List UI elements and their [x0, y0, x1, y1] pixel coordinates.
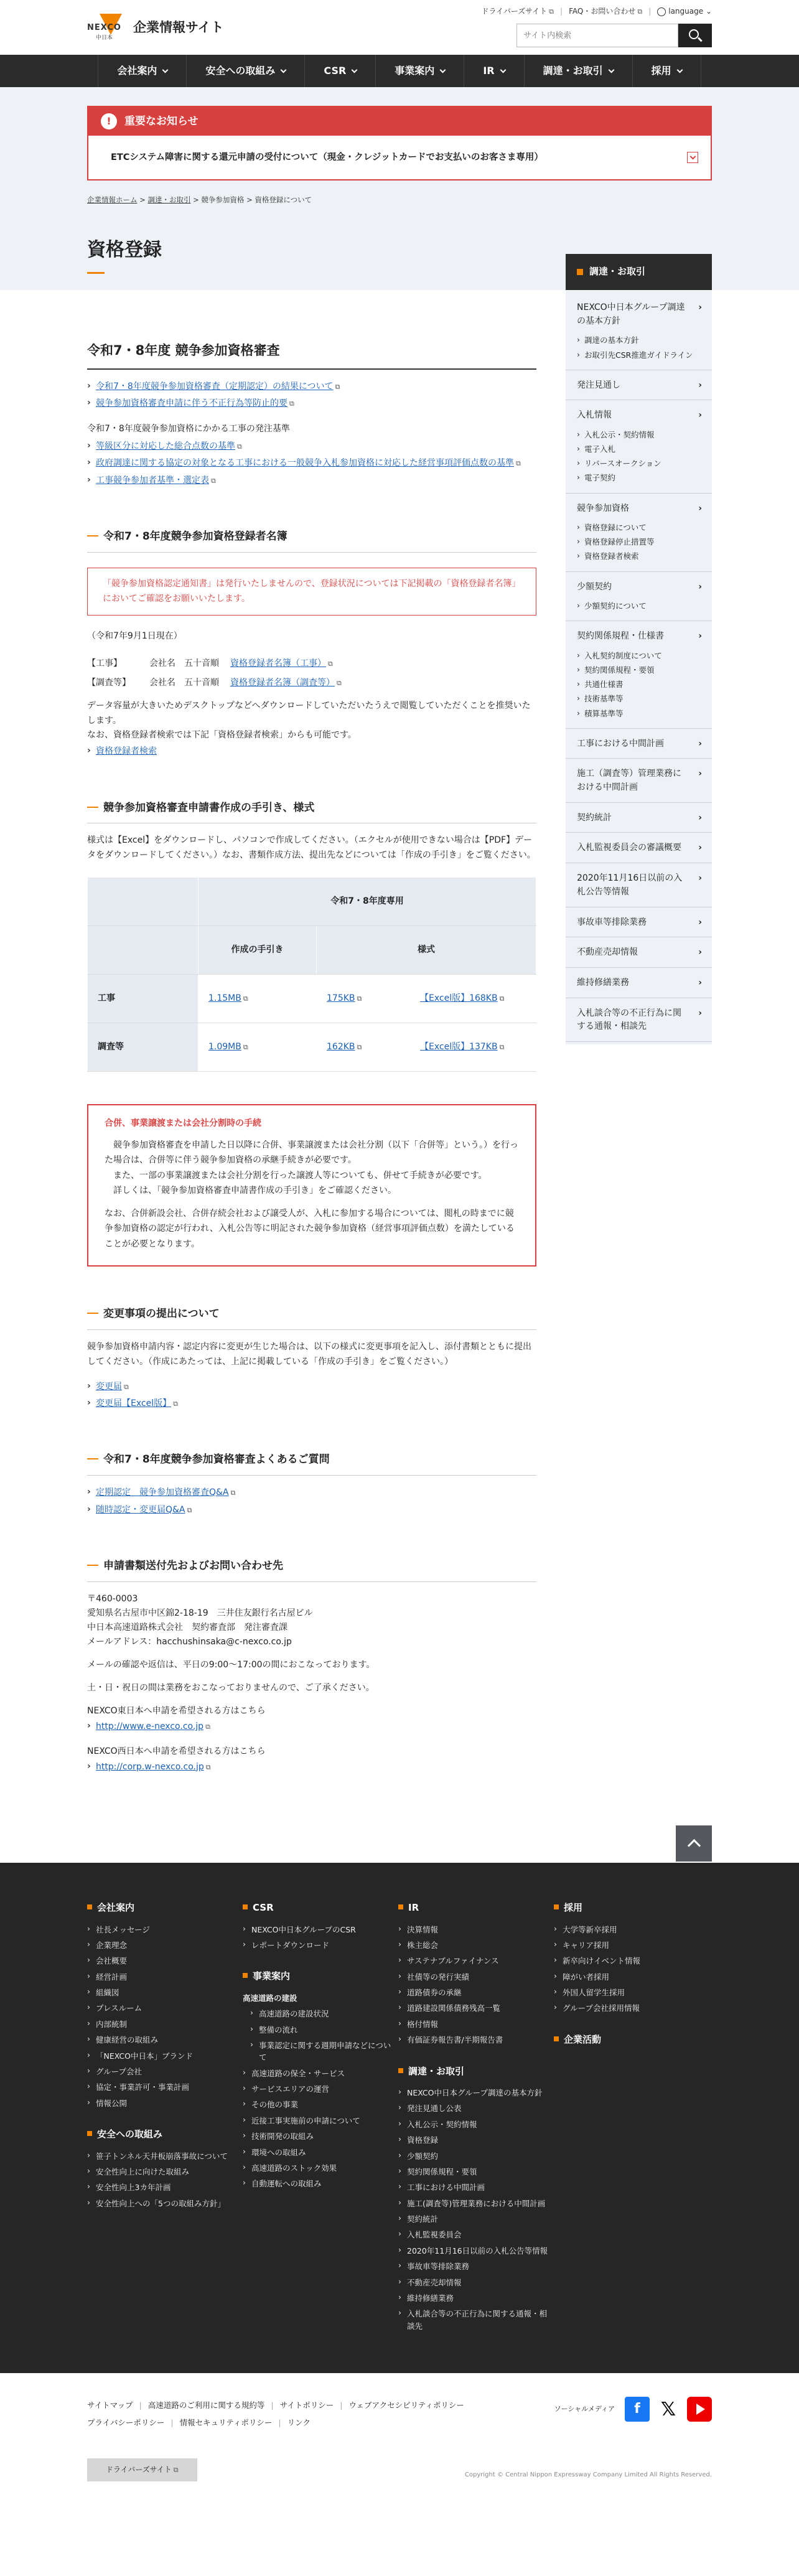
nexco-logo-icon	[87, 12, 126, 44]
footer-bottom-link[interactable]: サイトポリシー	[279, 2400, 334, 2410]
footer-col-company	[87, 1900, 243, 2336]
footer-link[interactable]: › 整備の流れ	[243, 2024, 398, 2036]
faq-link[interactable]: FAQ・お問い合わせ ⧉	[569, 5, 642, 18]
footer-link[interactable]: › キャリア採用	[554, 1939, 709, 1951]
side-menu-item[interactable]: 事故車等排除業務 ›	[577, 916, 701, 930]
footer-col-ir	[398, 1900, 554, 2336]
facebook-icon[interactable]: f	[625, 2397, 650, 2422]
site-search	[516, 24, 712, 47]
side-menu-group	[566, 621, 712, 728]
registry-heading: 令和7・8年度競争参加資格登録者名簿	[87, 528, 536, 553]
footer-link[interactable]: › 笹子トンネル天井板崩落事故について	[87, 2150, 243, 2162]
footer-link[interactable]: › 少額契約	[398, 2150, 554, 2162]
breadcrumb: 企業情報ホーム > 調達・お取引 > 競争参加資格 > 資格登録について	[87, 195, 312, 204]
registry-note: データ容量が大きいためデスクトップなどへダウンロードしていただいたうえで閲覧していただくことを推奨いたします。	[87, 700, 531, 726]
footer-link[interactable]: › 協定・事業許可・事業計画	[87, 2081, 243, 2093]
list-item	[87, 378, 536, 395]
side-menu-subitem[interactable]: › 積算基準等	[577, 706, 701, 721]
side-menu-group	[566, 863, 712, 907]
footer-link[interactable]: › グループ会社採用情報	[554, 2002, 709, 2014]
footer-link[interactable]: › 契約関係規程・要領	[398, 2166, 554, 2178]
footer-link[interactable]: › 道路建設関係債務残高一覧	[398, 2002, 554, 2014]
footer-link[interactable]: › 組織図	[87, 1987, 243, 1998]
footer-link[interactable]: › 施工(調査等)管理業務における中間計画	[398, 2198, 554, 2209]
footer-link[interactable]: › 不動産売却情報	[398, 2277, 554, 2288]
list-item	[87, 1395, 536, 1412]
side-menu-subitem[interactable]: › 調達の基本方針	[577, 333, 701, 347]
notice-item[interactable]	[88, 136, 711, 179]
table-row: 【調査等】 会社名 五十音順 資格登録者名簿（調査等） ⧉	[87, 673, 536, 693]
footer-link[interactable]: › 道路債券の承継	[398, 1987, 554, 1998]
nav-csr[interactable]: CSR	[304, 55, 375, 87]
site-name: 企業情報サイト	[133, 20, 224, 35]
forms-table	[87, 877, 536, 1072]
nav-recruit[interactable]: 採用	[632, 55, 701, 87]
side-menu-item[interactable]: 施工（調査等）管理業務における中間計画 ›	[577, 767, 701, 794]
footer-links: サイトマップ | 高速道路のご利用に関する規約等 | サイトポリシー | ウェブアクセシビリティポリシー プライバシーポリシー | 情報セキュリティポリシー | リンク	[87, 2400, 464, 2427]
registry-search-link[interactable]: 資格登録者検索	[96, 746, 157, 757]
gov-procurement-link[interactable]: 政府調達に関する協定の対象となる工事における一般競争入札参加資格に対応した経営事項評価点数の基準 ⧉	[96, 458, 521, 468]
change-form-excel-link[interactable]: 変更届【Excel版】 ⧉	[96, 1398, 178, 1408]
table-header-guide: 作成の手引き	[199, 926, 317, 975]
side-menu-group	[566, 494, 712, 572]
side-menu-group	[566, 572, 712, 622]
side-menu-head[interactable]: 調達・お取引	[566, 254, 712, 290]
side-menu-subitem[interactable]: › 資格登録停止措置等	[577, 535, 701, 549]
list-item	[87, 455, 536, 472]
footer-link[interactable]: › 外国人留学生採用	[554, 1987, 709, 1998]
chevron-down-icon	[608, 67, 614, 73]
list-item	[87, 1718, 536, 1735]
list-item	[87, 1379, 536, 1395]
notice-text: ETCシステム障害に関する還元申請の受付について（現金・クレジットカードでお支払いのお客さま専用）	[111, 152, 543, 162]
footer-col-csr	[243, 1900, 398, 2336]
footer-col-recruit	[554, 1900, 709, 2336]
side-menu-item[interactable]: 契約統計 ›	[577, 812, 701, 825]
footer-heading[interactable]: CSR	[243, 1900, 398, 1916]
footer-bottom-link[interactable]: リンク	[287, 2417, 311, 2427]
footer-link[interactable]: › 発注見通し公表	[398, 2102, 554, 2114]
grade-link[interactable]: 等級区分に対応した総合点数の基準 ⧉	[96, 441, 242, 451]
footer-link[interactable]: › 2020年11月16日以前の入札公告等情報	[398, 2245, 554, 2257]
footer-heading[interactable]: 事業案内	[243, 1969, 398, 1985]
chevron-down-icon	[352, 67, 358, 73]
footer-bottom-link[interactable]: 情報セキュリティポリシー	[179, 2417, 273, 2427]
side-menu-item[interactable]: 入札情報 ›	[577, 409, 701, 423]
site-header	[0, 0, 799, 55]
chevron-down-icon	[500, 67, 506, 73]
footer-heading[interactable]: 企業活動	[554, 2032, 709, 2048]
search-button[interactable]	[678, 24, 712, 47]
driver-site-button[interactable]: ドライバーズサイト ⧉	[87, 2458, 197, 2481]
side-menu-subitem[interactable]: › 入札契約制度について	[577, 649, 701, 663]
page-title: 資格登録	[87, 238, 162, 261]
footer-link[interactable]: › 入札談合等の不正行為に関する通報・相談先	[398, 2308, 554, 2332]
table-row	[88, 926, 536, 975]
side-menu-group	[566, 968, 712, 998]
side-menu-subitem[interactable]: › 資格登録者検索	[577, 549, 701, 563]
chevron-down-icon	[440, 67, 446, 73]
footer-bottom-link[interactable]: ウェブアクセシビリティポリシー	[348, 2400, 464, 2410]
notice-title: 重要なお知らせ	[124, 115, 199, 128]
logo-text: NEXCO	[87, 23, 121, 32]
selection-table-link[interactable]: 工事競争参加者基準・選定表 ⧉	[96, 475, 216, 485]
footer-link[interactable]: › 資格登録	[398, 2134, 554, 2146]
nav-ir[interactable]: IR	[464, 55, 523, 87]
nexco-east-link[interactable]: http://www.e-nexco.co.jp ⧉	[96, 1721, 210, 1731]
footer-link[interactable]: › 安全性向上3カ年計画	[87, 2181, 243, 2193]
list-item	[87, 1759, 536, 1776]
table-row: 工事 1.15MB ⧉ 175KB ⧉ 【Excel版】168KB ⧉	[88, 975, 536, 1023]
footer-bottom	[0, 2373, 799, 2500]
side-menu-subitem[interactable]: › 共通仕様書	[577, 677, 701, 691]
footer-link[interactable]: › 環境への取組み	[243, 2147, 398, 2158]
side-menu-group	[566, 293, 712, 370]
square-icon	[577, 269, 583, 275]
side-menu-subitem[interactable]: › 電子契約	[577, 471, 701, 485]
side-menu-group	[566, 400, 712, 493]
result-link[interactable]: 令和7・8年度競争参加資格審査（定期認定）の結果について ⧉	[96, 382, 340, 391]
side-menu-list	[566, 290, 712, 1044]
side-menu-subitem[interactable]: › 電子入札	[577, 442, 701, 456]
footer-link[interactable]: › 会社概要	[87, 1955, 243, 1967]
footer-link[interactable]: › 株主総会	[398, 1939, 554, 1951]
merger-notice: 合併、事業譲渡または会社分割時の手続 競争参加資格審査を申請した日以降に合併、事業譲渡または会社分割（以下「合併等」という。）を行った場合は、合併等に伴う競争参加資格の承継手続きが必要です。 また、一部の事業譲渡または会社分割を行った譲渡人等についても、併せて手続きが必要です。 詳しくは、「競争参加資格審査申請書作成の手引き」をご確認ください。 なお、合併新設会社、合併存続会社および譲受人が、入札に参加する場合については、閲札の時までに競争参加資格の認定が行われ、入札公告等に明記された競争参加資格（経営事項評価点数）を満たしていることが必要となります。	[87, 1104, 536, 1267]
form-pdf-construction-link[interactable]: 175KB ⧉	[327, 993, 362, 1003]
side-menu-group	[566, 370, 712, 401]
list-item	[87, 1502, 536, 1519]
footer-bottom-link[interactable]: サイトマップ	[87, 2400, 133, 2410]
footer-link[interactable]: › 近接工事実施前の申請について	[243, 2115, 398, 2127]
social-links	[554, 2397, 712, 2422]
nav-safety[interactable]: 安全への取組み	[186, 55, 304, 87]
change-text: 競争参加資格申請内容・認定内容に変更が生じた場合は、以下の様式に変更事項を記入し、添付書類とともに提出してください。（作成にあたっては、上記に掲載している「作成の手引き」をご覧ください。）	[87, 1342, 531, 1367]
side-menu-item[interactable]: 発注見通し ›	[577, 379, 701, 393]
footer-link[interactable]: › 情報公開	[87, 2097, 243, 2109]
social-label: ソーシャルメディア	[554, 2404, 615, 2413]
driver-site-link[interactable]: ドライバーズサイト ⧉	[481, 5, 554, 18]
language-label: language	[668, 7, 704, 16]
main-content	[87, 290, 536, 1801]
side-menu-item[interactable]: 工事における中間計画 ›	[577, 738, 701, 751]
footer-link[interactable]: › 有価証券報告書/半期報告書	[398, 2034, 554, 2046]
footer-link[interactable]: › 入札公示・契約情報	[398, 2119, 554, 2130]
side-menu-subitem[interactable]: › 入札公示・契約情報	[577, 428, 701, 442]
global-nav	[0, 55, 799, 87]
breadcrumb-home[interactable]: 企業情報ホーム	[87, 195, 138, 204]
footer-subheading: 高速道路の建設	[243, 1993, 297, 2003]
merger-title: 合併、事業譲渡または会社分割時の手続	[105, 1118, 261, 1129]
forms-text: 様式は【Excel】をダウンロードし、パソコンで作成してください。（エクセルが使用できない場合は【PDF】データをダウンロードしてください。）なお、書類作成方法、提出先などについては「作成の手引き」をご覧ください。	[87, 835, 536, 861]
side-menu-subitem[interactable]: › 少額契約について	[577, 599, 701, 613]
logo-sub: 中日本	[96, 35, 113, 41]
footer-heading[interactable]: IR	[398, 1900, 554, 1916]
footer-link[interactable]: › NEXCO中日本グループ調達の基本方針	[398, 2087, 554, 2099]
search-icon	[689, 29, 699, 39]
side-menu-subitem[interactable]: › リバースオークション	[577, 456, 701, 471]
copyright: Copyright © Central Nippon Expressway Company Limited All Rights Reserved.	[464, 2471, 712, 2478]
footer-link[interactable]: › レポートダウンロード	[243, 1939, 398, 1951]
footer-link[interactable]: › 障がい者採用	[554, 1971, 709, 1983]
list-item	[87, 743, 536, 760]
chevron-down-icon	[281, 67, 287, 73]
x-icon[interactable]: 𝕏	[656, 2397, 681, 2422]
table-header-form: 様式	[317, 926, 536, 975]
footer-link[interactable]: › サステナブルファイナンス	[398, 1955, 554, 1967]
side-menu-group	[566, 907, 712, 938]
footer-link[interactable]: › プレスルーム	[87, 2002, 243, 2014]
form-excel-survey-link[interactable]: 【Excel版】137KB ⧉	[420, 1042, 504, 1052]
footer-link[interactable]: › 事業認定に関する週期申請などについて	[243, 2040, 398, 2064]
faq-heading: 令和7・8年度競争参加資格審査よくあるご質問	[87, 1451, 536, 1476]
side-menu-item[interactable]: 入札談合等の不正行為に関する通報・相談先 ›	[577, 1007, 701, 1034]
side-menu-group	[566, 998, 712, 1042]
footer-link[interactable]: › 企業理念	[87, 1939, 243, 1951]
side-menu-item[interactable]: 2020年11月16日以前の入札公告等情報 ›	[577, 872, 701, 899]
table-row: 調査等 1.09MB ⧉ 162KB ⧉ 【Excel版】137KB ⧉	[88, 1023, 536, 1072]
footer-bottom-link[interactable]: プライバシーポリシー	[87, 2417, 165, 2427]
contact-heading: 申請書類送付先およびお問い合わせ先	[87, 1557, 536, 1582]
globe-icon	[657, 7, 666, 16]
breadcrumb-qualification[interactable]: 競争参加資格	[201, 195, 245, 204]
footer-heading[interactable]: 安全への取組み	[87, 2127, 243, 2143]
footer-link[interactable]: › 社債等の発行実績	[398, 1971, 554, 1983]
chevron-down-icon[interactable]	[687, 152, 698, 163]
important-notice	[87, 106, 712, 180]
page-top-button[interactable]	[676, 1825, 712, 1862]
side-menu-subitem[interactable]: › 契約関係規程・要領	[577, 663, 701, 677]
title-underline	[87, 272, 105, 274]
change-form-link[interactable]: 変更届 ⧉	[96, 1382, 129, 1392]
footer-heading[interactable]: 調達・お取引	[398, 2064, 554, 2080]
chevron-down-icon: ⌄	[705, 7, 712, 16]
registry-survey-link[interactable]: 資格登録者名簿（調査等） ⧉	[230, 673, 342, 693]
side-menu-subitem[interactable]: › お取引先CSR推進ガイドライン	[577, 348, 701, 362]
registry-construction-link[interactable]: 資格登録者名簿（工事） ⧉	[230, 654, 333, 673]
side-menu-group	[566, 803, 712, 833]
prevention-link[interactable]: 競争参加資格審査申請に伴う不正行為等防止的要 ⧉	[96, 398, 294, 408]
table-header-period: 令和7・8年度専用	[199, 878, 536, 926]
utility-links: ドライバーズサイト ⧉ | FAQ・お問い合わせ ⧉ | language ⌄	[481, 5, 712, 18]
faq-change-link[interactable]: 随時認定・変更届Q&A ⧉	[96, 1505, 192, 1515]
registry-warning: 「競争参加資格認定通知書」は発行いたしませんので、登録状況については下記掲載の「資格登録者名簿」においてご確認をお願いいたします。	[87, 568, 536, 616]
guide-survey-link[interactable]: 1.09MB ⧉	[208, 1042, 248, 1052]
footer-heading[interactable]: 採用	[554, 1900, 709, 1916]
order-criteria-text: 令和7・8年度競争参加資格にかかる工事の発注基準	[87, 424, 290, 434]
side-menu-subitem[interactable]: › 資格登録について	[577, 520, 701, 535]
footer-link[interactable]: › 健康経営の取組み	[87, 2034, 243, 2046]
search-input[interactable]	[516, 24, 678, 47]
side-menu-group	[566, 833, 712, 863]
side-menu-item[interactable]: NEXCO中日本グループ調達の基本方針 ›	[577, 301, 701, 328]
registry-note-2: なお、資格登録者検索では下記「資格登録者検索」からも可能です。	[87, 730, 357, 741]
footer-link[interactable]: › 大学等新卒採用	[554, 1924, 709, 1936]
side-menu-item[interactable]: 入札監視委員会の審議概要 ›	[577, 841, 701, 855]
footer-link[interactable]: › 「NEXCO中日本」ブランド	[87, 2050, 243, 2062]
side-menu-group	[566, 729, 712, 759]
form-excel-construction-link[interactable]: 【Excel版】168KB ⧉	[420, 993, 504, 1003]
link-list	[87, 378, 536, 413]
nexco-west-link[interactable]: http://corp.w-nexco.co.jp ⧉	[96, 1762, 211, 1772]
chevron-down-icon	[162, 67, 169, 73]
youtube-icon[interactable]	[687, 2397, 712, 2422]
side-menu-item[interactable]: 不動産売却情報 ›	[577, 946, 701, 960]
side-menu-subitem[interactable]: › 技術基準等	[577, 691, 701, 706]
link-list	[87, 438, 536, 489]
side-menu-item[interactable]: 少額契約 ›	[577, 581, 701, 594]
nav-company[interactable]: 会社案内	[98, 55, 186, 87]
faq-regular-link[interactable]: 定期認定 競争参加資格審査Q&A ⧉	[96, 1487, 235, 1497]
site-logo[interactable]	[87, 12, 224, 44]
footer-link[interactable]: › 自動運転への取組み	[243, 2178, 398, 2190]
side-menu	[566, 254, 712, 1044]
footer-link[interactable]: › NEXCO中日本グループのCSR	[243, 1924, 398, 1936]
footer-link[interactable]: › その他の事業	[243, 2099, 398, 2110]
guide-construction-link[interactable]: 1.15MB ⧉	[208, 993, 248, 1003]
footer-link[interactable]: › 社長メッセージ	[87, 1924, 243, 1936]
alert-icon: !	[101, 113, 117, 129]
footer-link[interactable]: › 決算情報	[398, 1924, 554, 1936]
footer-link[interactable]: › グループ会社	[87, 2066, 243, 2077]
side-menu-item[interactable]: 維持修繕業務 ›	[577, 977, 701, 990]
nav-procurement[interactable]: 調達・お取引	[524, 55, 632, 87]
footer-link[interactable]: › 格付情報	[398, 2018, 554, 2030]
list-item	[87, 472, 536, 489]
content-wrap	[0, 266, 799, 1801]
registry-rows	[87, 654, 536, 693]
footer-link[interactable]: › 契約統計	[398, 2213, 554, 2225]
breadcrumb-current: 資格登録について	[255, 195, 312, 204]
breadcrumb-procurement[interactable]: 調達・お取引	[147, 195, 191, 204]
footer-link[interactable]: › 維持修繕業務	[398, 2292, 554, 2304]
table-row: 【工事】 会社名 五十音順 資格登録者名簿（工事） ⧉	[87, 654, 536, 673]
change-heading: 変更事項の提出について	[87, 1305, 536, 1330]
contact-block: 〒460-0003 愛知県名古屋市中区錦2-18-19 三井住友銀行名古屋ビル 中日本高速道路株式会社 契約審査部 発注審査課 メールアドレス：hacchushinsaka@c-nexco.co.jp メールの確認や返信は、平日の9:00〜17:00の間におこなっております。 土・日・祝日の間は業務をおこなっておりませんので、ご了承ください。 NEXCO東日本へ申請を希望される方はこちら › http://www.e-nexco.co.jp ⧉ NEXCO西日本へ申請を希望される方はこちら › http://corp.w-nexco.co.jp ⧉	[87, 1592, 536, 1776]
registry-date: （令和7年9月1日現在）	[87, 631, 182, 642]
footer-bottom-link[interactable]: 高速道路のご利用に関する規約等	[147, 2400, 265, 2410]
footer-link[interactable]: › 新卒向けイベント情報	[554, 1955, 709, 1967]
table-row	[88, 878, 536, 926]
language-selector[interactable]	[657, 5, 712, 17]
site-footer	[0, 1863, 799, 2373]
footer-link[interactable]: › 事故車等排除業務	[398, 2260, 554, 2272]
chevron-down-icon	[676, 67, 683, 73]
section-heading: 令和7・8年度 競争参加資格審査	[87, 340, 536, 370]
footer-link[interactable]: › 高速道路のストック効果	[243, 2162, 398, 2174]
footer-link[interactable]: › 安全性向上に向けた取組み	[87, 2166, 243, 2178]
side-menu-item[interactable]: 契約関係規程・仕様書 ›	[577, 630, 701, 644]
footer-link[interactable]: › 高速道路の建設状況	[243, 2008, 398, 2020]
footer-link[interactable]: › 内部統制	[87, 2018, 243, 2030]
forms-heading: 競争参加資格審査申請書作成の手引き、様式	[87, 799, 536, 824]
list-item	[87, 395, 536, 412]
footer-link[interactable]: › サービスエリアの運営	[243, 2083, 398, 2095]
footer-link[interactable]: › 入札監視委員会	[398, 2229, 554, 2241]
footer-link[interactable]: › 工事における中間計画	[398, 2181, 554, 2193]
footer-heading[interactable]: 会社案内	[87, 1900, 243, 1916]
form-pdf-survey-link[interactable]: 162KB ⧉	[327, 1042, 362, 1052]
side-menu-item[interactable]: 競争参加資格 ›	[577, 502, 701, 516]
list-item	[87, 438, 536, 455]
footer-link[interactable]: › 技術開発の取組み	[243, 2130, 398, 2142]
nav-business[interactable]: 事業案内	[375, 55, 464, 87]
footer-link[interactable]: › 高速道路の保全・サービス	[243, 2068, 398, 2079]
footer-link[interactable]: › 経営計画	[87, 1971, 243, 1983]
side-menu-group	[566, 759, 712, 802]
notice-band	[0, 87, 799, 180]
side-menu-group	[566, 937, 712, 968]
list-item	[87, 1484, 536, 1501]
footer-link[interactable]: › 安全性向上への「5つの取組み方針」	[87, 2198, 243, 2209]
contact-email: メールアドレス：hacchushinsaka@c-nexco.co.jp	[87, 1637, 292, 1647]
